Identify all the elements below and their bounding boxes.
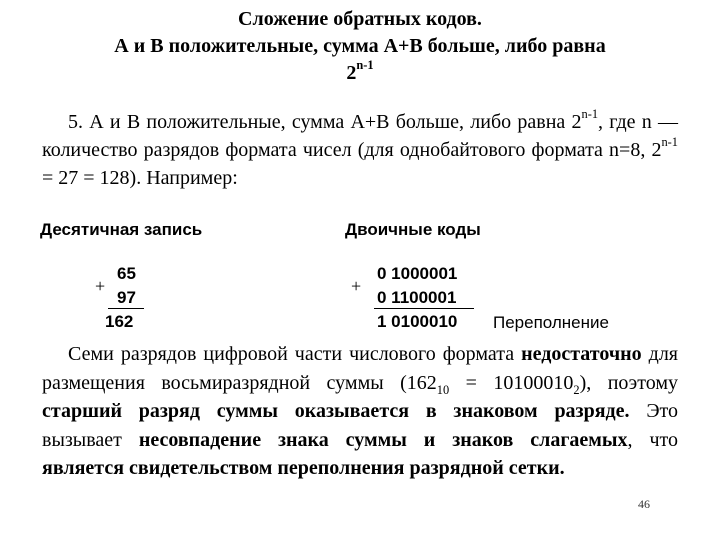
binary-header: Двоичные коды xyxy=(345,220,481,239)
explanation-s3: для размещения восьмиразрядной суммы (162 xyxy=(42,343,679,394)
binary-plus-sign: + xyxy=(351,276,362,296)
intro-exponent-2: n-1 xyxy=(661,135,678,150)
explanation-s9: , что xyxy=(627,428,678,451)
page-number: 46 xyxy=(638,497,650,511)
decimal-operand-2: 97 xyxy=(117,288,136,307)
explanation-s8: несовпадение знака суммы и знаков слагаемых xyxy=(138,428,628,451)
intro-lead: 5. А и В положительные, сумма А+В больше, либо равна 2 xyxy=(68,111,582,133)
intro-tail: = 27 = 128). Например: xyxy=(42,167,238,189)
explanation-sub-10: 10 xyxy=(436,382,450,397)
explanation-sub-2: 2 xyxy=(573,382,580,397)
binary-operand-1: 0 1000001 xyxy=(377,264,458,283)
binary-operand-2: 0 1100001 xyxy=(377,288,457,307)
explanation-s6: старший разряд суммы оказывается в знаковом разряде. xyxy=(42,400,630,422)
decimal-result: 162 xyxy=(105,312,134,331)
decimal-plus-sign: + xyxy=(95,276,106,296)
decimal-header: Десятичная запись xyxy=(40,220,203,239)
binary-result: 1 0100010 xyxy=(377,312,458,331)
explanation-paragraph xyxy=(42,340,678,483)
intro-mid: , где n — количество разрядов формата чисел (для однобайтового формата n=8, 2 xyxy=(42,111,679,161)
binary-sum-rule xyxy=(374,308,474,309)
title-line-2: А и В положительные, сумма А+В больше, либо равна xyxy=(114,35,606,57)
explanation-s4: = 10100010 xyxy=(449,371,574,394)
title-power-exponent: n-1 xyxy=(356,58,374,73)
overflow-label: Переполнение xyxy=(493,313,609,332)
explanation-s1: Семи разрядов цифровой части числового формата xyxy=(68,343,522,365)
title-power-base: 2 xyxy=(346,62,357,84)
decimal-operand-1: 65 xyxy=(117,264,136,283)
title-line-1: Сложение обратных кодов. xyxy=(238,8,482,30)
explanation-s5: ), поэтому xyxy=(579,371,679,394)
intro-exponent-1: n-1 xyxy=(581,107,599,122)
decimal-sum-rule xyxy=(108,308,144,309)
explanation-s10: является свидетельством переполнения разрядной сетки. xyxy=(42,457,565,479)
explanation-s2: недостаточно xyxy=(521,343,642,365)
explanation-s7: Это вызывает xyxy=(42,400,679,451)
